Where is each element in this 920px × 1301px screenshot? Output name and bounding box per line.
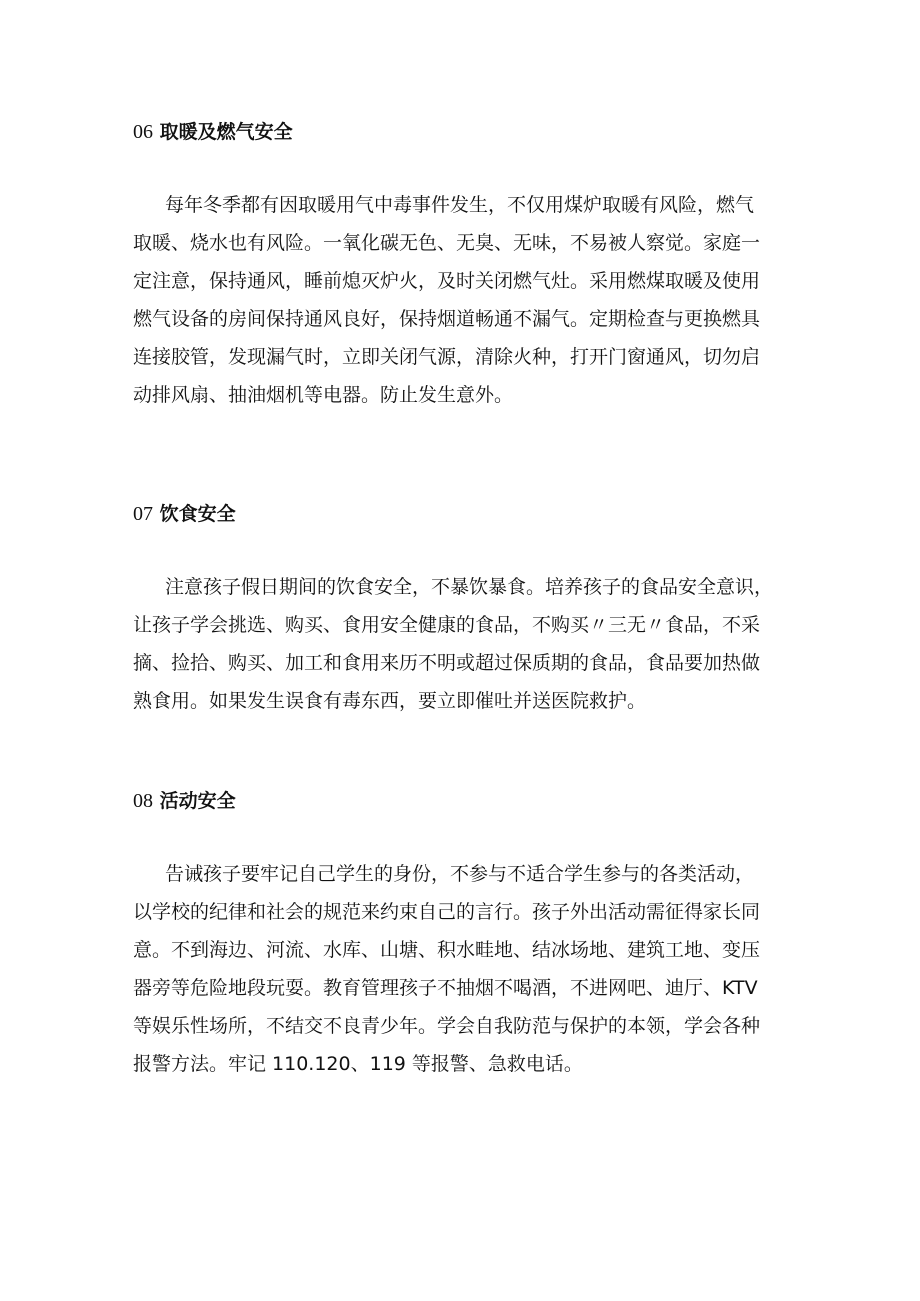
section-heading [133, 787, 793, 815]
paragraph-line: 摘、捡拾、购买、加工和食用来历不明或超过保质期的食品，食品要加热做 [133, 652, 761, 674]
paragraph-line: 告诫孩子要牢记自己学生的身份，不参与不适合学生参与的各类活动， [165, 863, 755, 885]
section-heading [133, 500, 793, 528]
paragraph-line: 每年冬季都有因取暖用气中毒事件发生，不仅用煤炉取暖有风险，燃气 [165, 194, 755, 216]
paragraph-line: 熟食用。如果发生误食有毒东西，要立即催吐并送医院救护。 [133, 690, 647, 712]
paragraph-line: 定注意，保持通风，睡前熄灭炉火，及时关闭燃气灶。采用燃煤取暖及使用 [133, 270, 761, 292]
paragraph-line: 动排风扇、抽油烟机等电器。防止发生意外。 [133, 384, 514, 406]
paragraph-line: 取暖、烧水也有风险。一氧化碳无色、无臭、无味，不易被人察觉。家庭一 [133, 232, 761, 254]
section-paragraph [133, 568, 793, 720]
paragraph-line: 意。不到海边、河流、水库、山塘、积水畦地、结冰场地、建筑工地、变压 [133, 939, 761, 961]
paragraph-line: 连接胶管，发现漏气时，立即关闭气源，清除火种，打开门窗通风，切勿启 [133, 346, 761, 368]
section-title: 饮食安全 [159, 503, 236, 525]
section-title: 活动安全 [159, 790, 236, 812]
section-title: 取暖及燃气安全 [159, 121, 293, 143]
paragraph-line: 注意孩子假日期间的饮食安全，不暴饮暴食。培养孩子的食品安全意识， [165, 576, 774, 598]
section-number: 06 [133, 121, 153, 143]
paragraph-line: 器旁等危险地段玩耍。教育管理孩子不抽烟不喝酒，不进网吧、迪厅、KTV [133, 977, 758, 999]
section-heading [133, 118, 793, 146]
section-number: 08 [133, 790, 153, 812]
section-activity-safety [133, 787, 793, 1083]
section-paragraph [133, 186, 793, 414]
section-paragraph [133, 855, 793, 1083]
paragraph-line: 等娱乐性场所，不结交不良青少年。学会自我防范与保护的本领，学会各种 [133, 1015, 761, 1037]
section-food-safety [133, 500, 793, 720]
section-heating-gas-safety [133, 118, 793, 414]
paragraph-line: 以学校的纪律和社会的规范来约束自己的言行。孩子外出活动需征得家长同 [133, 901, 761, 923]
paragraph-line: 报警方法。牢记 110.120、119 等报警、急救电话。 [133, 1053, 583, 1075]
paragraph-line: 燃气设备的房间保持通风良好，保持烟道畅通不漏气。定期检查与更换燃具 [133, 308, 761, 330]
section-number: 07 [133, 503, 153, 525]
paragraph-line: 让孩子学会挑选、购买、食用安全健康的食品，不购买〃三无〃食品，不采 [133, 614, 761, 636]
